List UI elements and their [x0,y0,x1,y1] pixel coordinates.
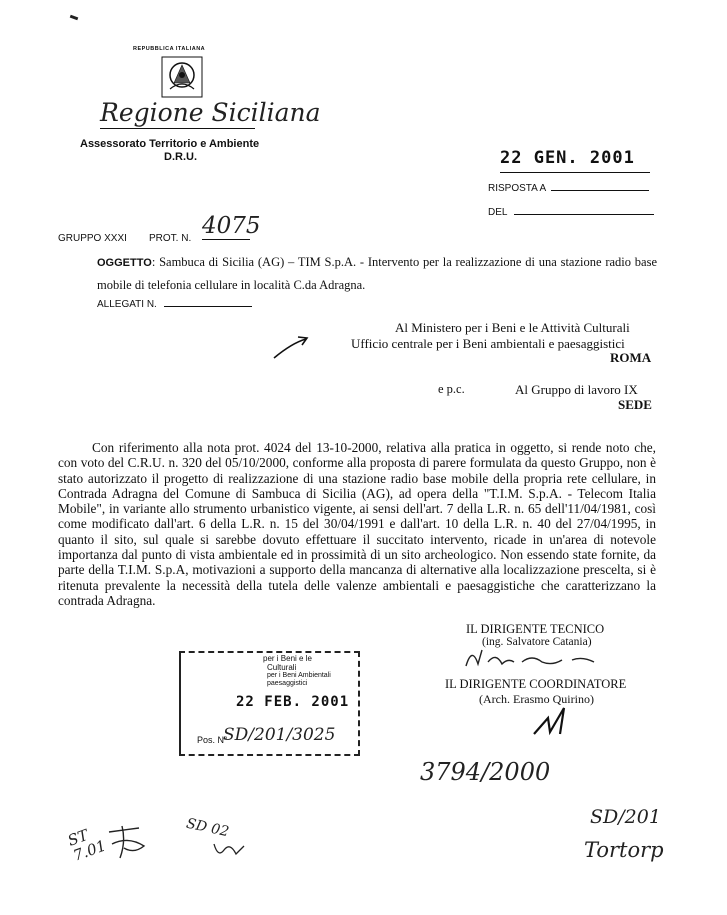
recipient-city: ROMA [610,350,652,365]
received-stamp [179,651,360,756]
del-line [514,214,654,215]
risposta-line [551,190,649,191]
attachments-row [97,299,252,310]
stamp-date: 22 FEB. 2001 [236,694,350,710]
cc-line2: SEDE [618,397,652,412]
emblem-icon [160,55,204,99]
handwritten-scribble [104,822,154,867]
technical-title: IL DIRIGENTE TECNICO [466,622,605,636]
region-logo-script: Regione Siciliana [100,98,321,127]
del-row [488,207,654,218]
date-stamp: 22 GEN. 2001 [500,148,635,168]
cc-line1: Al Gruppo di lavoro IX [515,382,638,397]
department-name: Assessorato Territorio e Ambiente [80,138,260,150]
stamp-line3: per i Beni Ambientali [267,672,331,679]
del-label: DEL [488,207,508,218]
subject [97,251,657,296]
region-underline [100,128,255,129]
technical-name: (ing. Salvatore Catania) [482,636,592,648]
recipient-line2: Ufficio centrale per i Beni ambientali e paesaggistici [351,336,625,351]
date-underline [500,172,650,173]
technical-signature [462,644,612,679]
handwritten-margin-left: ST 7.01 [65,825,109,865]
body-paragraph: Con riferimento alla nota prot. 4024 del 13-10-2000, relativa alla pratica in oggetto, si rende noto che, con voto del C.R.U. n. 320 del 05/10/2000, conforme alla proposta di parere formulata da questo Gruppo, non è stato autorizzato il progetto di realizzazione di una stazione radio base mobile della propria rete cellulare, in Contrada Adragna del Comune di Sambuca di Sicilia (AG), ad opera della "T.I.M. S.p.A. - Telecom Italia Mobile", in variante allo strumento urbanistico vigente, ai sensi dell'art. 7 della L.R. n. 65 dell'11/04/1981, così come modificato dall'art. 6 della L.R. n. 15 del 30/04/1991 e dall'art. 10 della L.R. n. 40 del 27/04/1995, in quanto il sito, sul quale si sarebbe dovuto effettuare il succitato intervento, ricade in un'area di notevole importanza dal punto di vista ambientale ed in prossimità di un sito archeologico. Non essendo state fornite, da parte della T.I.M. S.p.A, motivazioni a supporto della mancanza di alternative alla localizzazione prescelta, si è ritenuta prevalente la necessità della tutela delle valenze ambientali e paesaggistiche che caratterizzano la contrada Adragna. [58,440,656,608]
handwritten-margin-mid: SD 02 [184,815,231,841]
prot-number: 4075 [202,213,261,239]
republic-label: REPUBBLICA ITALIANA [133,46,206,52]
attachments-label: ALLEGATI N. [97,299,157,310]
office-name: D.R.U. [164,151,197,163]
group-label: GRUPPO XXXI [58,233,127,244]
stamp-pos-number: SD/201/3025 [223,725,336,745]
coordinator-title: IL DIRIGENTE COORDINATORE [445,677,627,691]
risposta-label: RISPOSTA A [488,183,546,194]
handwritten-name: Tortorp [584,838,664,862]
stamp-line1: per i Beni e le [263,654,312,663]
subject-label: OGGETTO [97,257,152,269]
risposta-row [488,183,649,194]
recipient-line1: Al Ministero per i Beni e le Attività Culturali [395,320,630,335]
handwritten-sd: SD/201 [590,806,661,828]
handwritten-reference: 3794/2000 [420,758,551,786]
attachments-line [164,306,252,307]
coordinator-signature [530,700,580,745]
stamp-line4: paesaggistici [267,680,308,687]
arrow-mark-icon [272,333,312,368]
stamp-line2: Culturali [267,663,297,672]
prot-label: PROT. N. [149,233,192,244]
subject-text: : Sambuca di Sicilia (AG) – TIM S.p.A. - Intervento per la realizzazione di una stazione radio base mobile di telefonia cellulare in località C.da Adragna. [97,255,657,292]
coordinator-name: (Arch. Erasmo Quirino) [479,692,594,706]
handwritten-mid-scribble [210,838,250,867]
corner-mark [70,15,79,21]
stamp-pos-label: Pos. N° [197,735,228,745]
cc-label: e p.c. [438,382,465,396]
